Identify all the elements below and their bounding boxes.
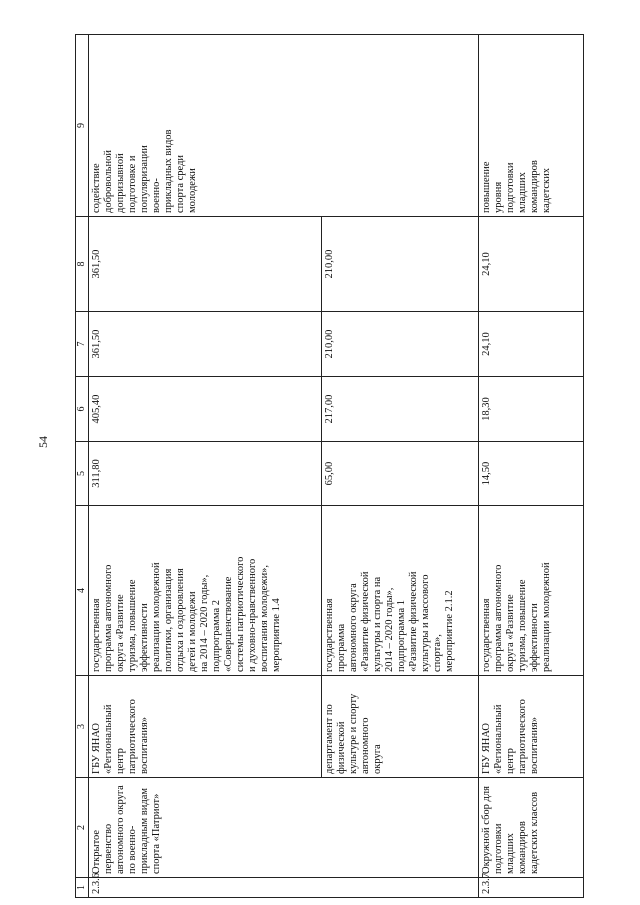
program-reference: государственная программа автономного округа «Развитие туризма, повышение эффективности реализации молодежной политики, организация отдыха и оздоровления детей и молодежи на 2014 – 2020 годы», подпрограмма 2 «Совершенствование системы патриотического и духовно-нравственного воспитания молодежи», мероприятие 1.4 [89, 506, 322, 676]
row-number: 2.3.7. [479, 878, 584, 898]
funding-col-7: 24,10 [479, 312, 584, 377]
event-name: Окружной сбор для подготовки младших командиров кадетских классов [479, 778, 584, 878]
funding-col-6: 405,40 [89, 377, 322, 442]
program-reference: государственная программа автономного округа «Развитие туризма, повышение эффективности реализации молодежной [479, 506, 584, 676]
header-col-2: 2 [76, 778, 89, 878]
funding-col-5: 311,80 [89, 442, 322, 506]
funding-col-7: 361,50 [89, 312, 322, 377]
header-col-1: 1 [76, 878, 89, 898]
expected-result: содействие добровольной допризывной подготовке и популяризации военно- прикладных видов спорта среди молодежи [89, 35, 479, 217]
funding-col-6: 18,30 [479, 377, 584, 442]
table-row [479, 35, 584, 898]
rotated-page-content [75, 35, 598, 898]
table-wrapper [75, 35, 598, 898]
header-col-5: 5 [76, 442, 89, 506]
row-number: 2.3.6. [89, 878, 479, 898]
header-col-8: 8 [76, 217, 89, 312]
header-col-9: 9 [76, 35, 89, 217]
expected-result: повышение уровня подготовки младших командиров кадетских [479, 35, 584, 217]
page-number: 54 [36, 436, 50, 448]
funding-col-5: 14,50 [479, 442, 584, 506]
executor: ГБУ ЯНАО «Региональный центр патриотического воспитания» [89, 676, 322, 778]
table-row [89, 35, 322, 898]
column-number-row [76, 35, 89, 898]
header-col-7: 7 [76, 312, 89, 377]
executor: ГБУ ЯНАО «Региональный центр патриотического воспитания» [479, 676, 584, 778]
funding-col-7: 210,00 [322, 312, 479, 377]
executor: департамент по физической культуре и спорту автономного округа [322, 676, 479, 778]
program-reference: государственная программа автономного округа «Развитие физической культуры и спорта на 2014 – 2020 годы», подпрограмма 1 «Развитие физической культуры и массового спорта», мероприятие 2.1.2 [322, 506, 479, 676]
header-col-4: 4 [76, 506, 89, 676]
header-col-3: 3 [76, 676, 89, 778]
funding-col-5: 65,00 [322, 442, 479, 506]
event-name: Открытое первенство автономного округа по военно- прикладным видам спорта «Патриот» [89, 778, 479, 878]
activities-table [75, 34, 584, 898]
funding-col-8: 210,00 [322, 217, 479, 312]
funding-col-8: 24,10 [479, 217, 584, 312]
funding-col-6: 217,00 [322, 377, 479, 442]
header-col-6: 6 [76, 377, 89, 442]
funding-col-8: 361,50 [89, 217, 322, 312]
